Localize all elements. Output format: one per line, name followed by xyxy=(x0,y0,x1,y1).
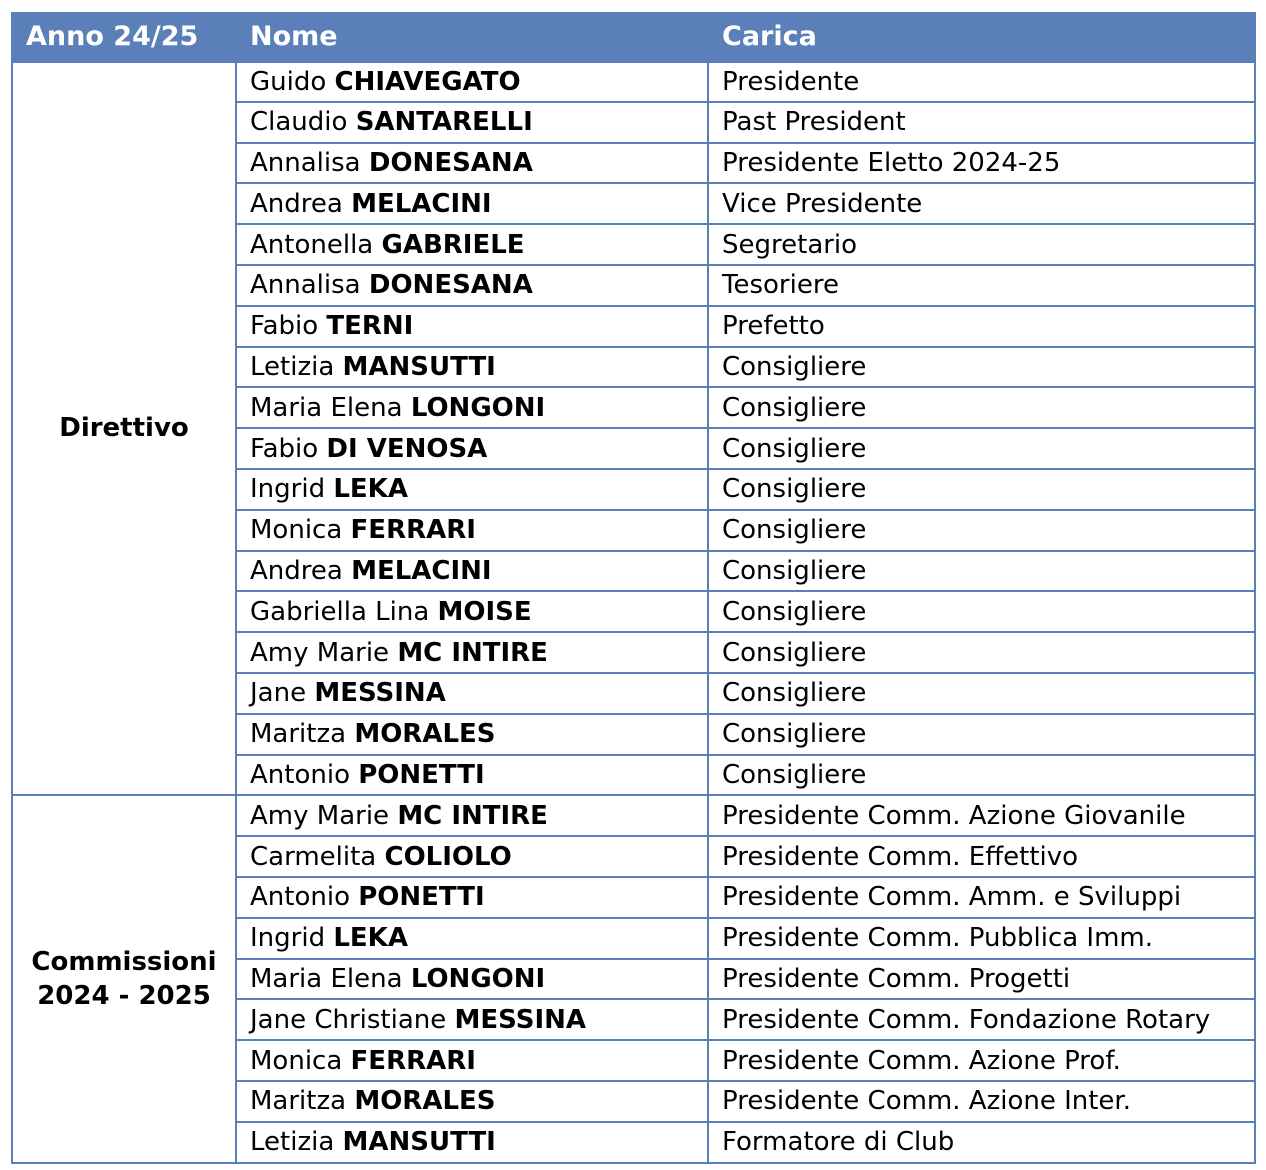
first-name: Annalisa xyxy=(250,147,361,178)
surname: PONETTI xyxy=(358,882,485,913)
surname: GABRIELE xyxy=(381,229,525,260)
role-cell: Presidente Comm. Fondazione Rotary xyxy=(708,999,1255,1040)
role-cell: Presidente Comm. Azione Prof. xyxy=(708,1040,1255,1081)
role-cell: Presidente Comm. Azione Inter. xyxy=(708,1081,1255,1122)
first-name: Antonella xyxy=(250,229,374,260)
header-role: Carica xyxy=(708,13,1255,61)
role-cell: Tesoriere xyxy=(708,265,1255,306)
surname: MC INTIRE xyxy=(397,637,548,668)
surname: LEKA xyxy=(333,474,408,505)
group-label-line1: Commissioni xyxy=(31,946,217,977)
first-name: Ingrid xyxy=(250,923,326,954)
role-cell: Presidente xyxy=(708,61,1255,102)
surname: MOISE xyxy=(437,596,532,627)
name-cell xyxy=(236,183,708,224)
surname: FERRARI xyxy=(350,515,476,546)
surname: MORALES xyxy=(354,719,496,750)
name-cell xyxy=(236,510,708,551)
role-cell: Presidente Comm. Pubblica Imm. xyxy=(708,918,1255,959)
first-name: Antonio xyxy=(250,759,350,790)
role-cell: Presidente Eletto 2024-25 xyxy=(708,143,1255,184)
surname: TERNI xyxy=(326,311,414,342)
name-cell xyxy=(236,632,708,673)
group-label-line2: 2024 - 2025 xyxy=(37,980,211,1011)
name-cell xyxy=(236,61,708,102)
name-cell xyxy=(236,428,708,469)
roster-table xyxy=(11,12,1256,1164)
table-header xyxy=(12,13,1255,61)
role-cell: Presidente Comm. Progetti xyxy=(708,959,1255,1000)
role-cell: Consigliere xyxy=(708,510,1255,551)
first-name: Annalisa xyxy=(250,270,361,301)
surname: MELACINI xyxy=(351,555,492,586)
first-name: Antonio xyxy=(250,882,350,913)
name-cell xyxy=(236,673,708,714)
first-name: Maria Elena xyxy=(250,963,403,994)
name-cell xyxy=(236,877,708,918)
surname: DONESANA xyxy=(368,270,533,301)
surname: COLIOLO xyxy=(384,841,512,872)
first-name: Letizia xyxy=(250,1127,335,1158)
name-cell xyxy=(236,102,708,143)
surname: MANSUTTI xyxy=(342,351,496,382)
name-cell xyxy=(236,1040,708,1081)
first-name: Claudio xyxy=(250,107,348,138)
first-name: Jane Christiane xyxy=(250,1004,447,1035)
surname: LONGONI xyxy=(410,392,546,423)
role-cell: Prefetto xyxy=(708,306,1255,347)
group-label-text: Direttivo xyxy=(59,413,189,444)
name-cell xyxy=(236,959,708,1000)
group-direttivo-label xyxy=(12,61,236,795)
surname: MORALES xyxy=(354,1086,496,1117)
name-cell xyxy=(236,224,708,265)
name-cell xyxy=(236,1122,708,1163)
surname: LEKA xyxy=(333,923,408,954)
first-name: Amy Marie xyxy=(250,800,390,831)
name-cell xyxy=(236,795,708,836)
surname: MESSINA xyxy=(314,678,446,709)
role-cell: Consigliere xyxy=(708,551,1255,592)
first-name: Carmelita xyxy=(250,841,377,872)
first-name: Andrea xyxy=(250,555,343,586)
surname: DI VENOSA xyxy=(326,433,488,464)
first-name: Letizia xyxy=(250,351,335,382)
role-cell: Consigliere xyxy=(708,632,1255,673)
surname: MC INTIRE xyxy=(397,800,548,831)
surname: CHIAVEGATO xyxy=(334,66,521,97)
first-name: Monica xyxy=(250,515,343,546)
name-cell xyxy=(236,836,708,877)
first-name: Gabriella Lina xyxy=(250,596,430,627)
group-commissioni-label xyxy=(12,795,236,1162)
name-cell xyxy=(236,265,708,306)
role-cell: Consigliere xyxy=(708,428,1255,469)
surname: PONETTI xyxy=(358,759,485,790)
role-cell: Consigliere xyxy=(708,755,1255,796)
surname: FERRARI xyxy=(350,1045,476,1076)
role-cell: Consigliere xyxy=(708,673,1255,714)
role-cell: Vice Presidente xyxy=(708,183,1255,224)
first-name: Ingrid xyxy=(250,474,326,505)
first-name: Fabio xyxy=(250,433,319,464)
name-cell xyxy=(236,755,708,796)
role-cell: Consigliere xyxy=(708,591,1255,632)
name-cell xyxy=(236,387,708,428)
table-row xyxy=(12,61,1255,102)
name-cell xyxy=(236,918,708,959)
first-name: Maritza xyxy=(250,719,347,750)
name-cell xyxy=(236,591,708,632)
first-name: Andrea xyxy=(250,188,343,219)
role-cell: Formatore di Club xyxy=(708,1122,1255,1163)
first-name: Monica xyxy=(250,1045,343,1076)
surname: MESSINA xyxy=(454,1004,587,1035)
role-cell: Segretario xyxy=(708,224,1255,265)
role-cell: Consigliere xyxy=(708,714,1255,755)
role-cell: Presidente Comm. Azione Giovanile xyxy=(708,795,1255,836)
name-cell xyxy=(236,1081,708,1122)
first-name: Amy Marie xyxy=(250,637,390,668)
role-cell: Consigliere xyxy=(708,469,1255,510)
surname: SANTARELLI xyxy=(355,107,533,138)
name-cell xyxy=(236,469,708,510)
header-year: Anno 24/25 xyxy=(12,13,236,61)
role-cell: Presidente Comm. Effettivo xyxy=(708,836,1255,877)
header-name: Nome xyxy=(236,13,708,61)
name-cell xyxy=(236,999,708,1040)
table-row xyxy=(12,795,1255,836)
surname: MELACINI xyxy=(351,188,492,219)
first-name: Jane xyxy=(250,678,307,709)
role-cell: Presidente Comm. Amm. e Sviluppi xyxy=(708,877,1255,918)
role-cell: Past President xyxy=(708,102,1255,143)
name-cell xyxy=(236,714,708,755)
surname: LONGONI xyxy=(410,963,546,994)
name-cell xyxy=(236,551,708,592)
name-cell xyxy=(236,143,708,184)
first-name: Maritza xyxy=(250,1086,347,1117)
header-row xyxy=(12,13,1255,61)
first-name: Guido xyxy=(250,66,327,97)
surname: DONESANA xyxy=(368,147,533,178)
name-cell xyxy=(236,347,708,388)
name-cell xyxy=(236,306,708,347)
first-name: Fabio xyxy=(250,311,319,342)
first-name: Maria Elena xyxy=(250,392,403,423)
table-body xyxy=(12,61,1255,1163)
role-cell: Consigliere xyxy=(708,347,1255,388)
role-cell: Consigliere xyxy=(708,387,1255,428)
surname: MANSUTTI xyxy=(342,1127,496,1158)
